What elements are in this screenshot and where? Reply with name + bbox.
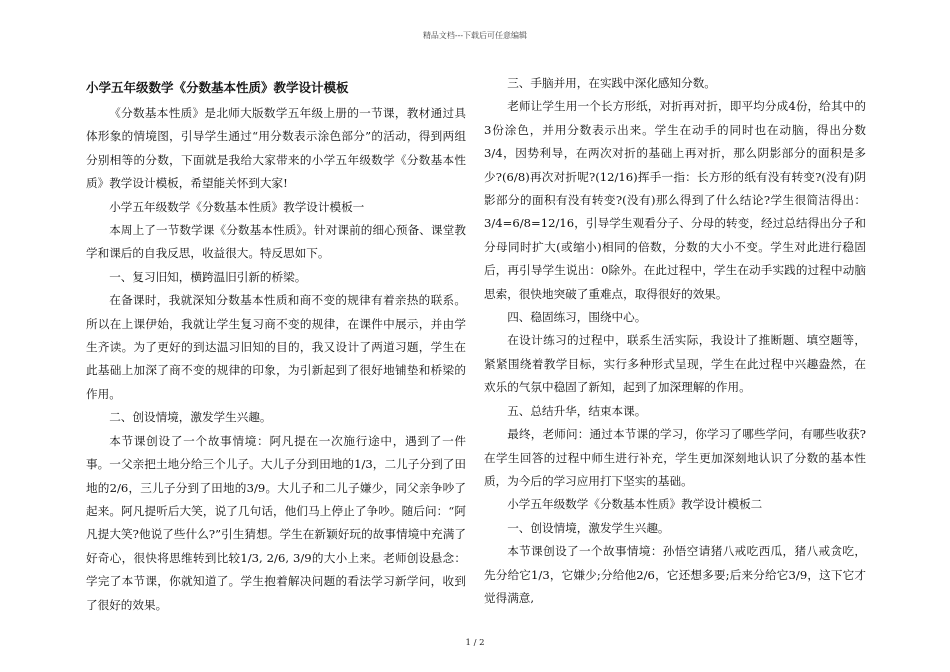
section-heading: 四、稳固练习，围绕中心。 (507, 310, 647, 325)
section-heading: 一、复习旧知，横跨温旧引新的桥梁。 (109, 269, 307, 284)
paragraph: 最终，老师问：通过本节课的学习，你学习了哪些学问，有哪些收获?在学生回答的过程中师生进行补充，学生更加深刻地认识了分数的基本性质，为今后的学习应用打下坚实的基础。 (484, 427, 866, 488)
page-number: 1 / 2 (465, 638, 485, 648)
left-column (86, 78, 466, 617)
paragraph: 小学五年级数学《分数基本性质》教学设计模板一 (109, 199, 365, 214)
paragraph: 小学五年级数学《分数基本性质》教学设计模板二 (507, 497, 763, 512)
document-title: 小学五年级数学《分数基本性质》教学设计模板 (86, 80, 349, 95)
section-heading: 五、总结升华，结束本课。 (507, 403, 647, 418)
paragraph: 《分数基本性质》是北师大版数学五年级上册的一节课，教材通过具体形象的情境图，引导学生通过“用分数表示涂色部分”的活动，得到两组分别相等的分数，下面就是我给大家带来的小学五年级数学《分数基本性质》教学设计模板，希望能关怀到大家! (86, 106, 466, 191)
section-heading: 一、创设情境，激发学生兴趣。 (507, 520, 670, 535)
section-heading: 二、创设情境，激发学生兴趣。 (109, 410, 272, 425)
paragraph: 本周上了一节数学课《分数基本性质》。针对课前的细心预备、课堂教学和课后的自我反思，收益很大。特反思如下。 (86, 223, 466, 261)
paragraph: 本节课创设了一个故事情境：阿凡提在一次施行途中，遇到了一件事。一父亲把土地分给三个儿子。大儿子分到田地的1/3，二儿子分到了田地的2/6，三儿子分到了田地的3/9。大儿子和二儿子嫌少，同父亲争吵了起来。阿凡提听后大笑，说了几句话，他们马上停止了争吵。随后问：“阿凡提大笑?他说了些什么?”引生猜想。学生在新颖好玩的故事情境中充满了好奇心，很快将思维转到比较1/3, 2/6, 3/9的大小上来。老师创设悬念：学完了本节课，你就知道了。学生抱着解决问题的看法学习新学问，收到了很好的效果。 (86, 433, 466, 612)
paragraph: 老师让学生用一个长方形纸，对折再对折，即平均分成4份，给其中的3份涂色，并用分数表示出来。学生在动手的同时也在动脑，得出分数3/4，因势利导，在两次对折的基础上再对折，那么阴影部分的面积是多少?(6/8)再次对折呢?(12/16)挥手一指：长方形的纸有没有转变?(没有)阴影部分的面积有没有转变?(没有)那么得到了什么结论?学生很简洁得出：3/4=6/8=12/16，引导学生观看分子、分母的转变，经过总结得出分子和分母同时扩大(或缩小)相同的倍数，分数的大小不变。学生对此进行稳固后，再引导学生说出：0除外。在此过程中，学生在动手实践的过程中动脑思索，很快地突破了重难点，取得很好的效果。 (484, 99, 866, 301)
paragraph: 在备课时，我就深知分数基本性质和商不变的规律有着亲热的联系。所以在上课伊始，我就让学生复习商不变的规律，在课件中展示，并由学生齐读。为了更好的到达温习旧知的目的，我又设计了两道习题，学生在此基础上加深了商不变的规律的印象，为引新起到了很好地铺垫和桥梁的作用。 (86, 293, 466, 401)
section-heading: 三、手脑并用，在实践中深化感知分数。 (507, 76, 716, 90)
paragraph: 本节课创设了一个故事情境：孙悟空请猪八戒吃西瓜，猪八戒贪吃，先分给它1/3，它嫌少;分给他2/6，它还想多要;后来分给它3/9，这下它才觉得满意, (484, 544, 866, 605)
right-column (484, 72, 866, 610)
paragraph: 在设计练习的过程中，联系生活实际，我设计了推断题、填空题等，紧紧围绕着教学目标，实行多种形式呈现，学生在此过程中兴趣盎然，在欢乐的气氛中稳固了新知，起到了加深理解的作用。 (484, 333, 866, 395)
page-header: 精品文档---下载后可任意编辑 (422, 31, 528, 40)
